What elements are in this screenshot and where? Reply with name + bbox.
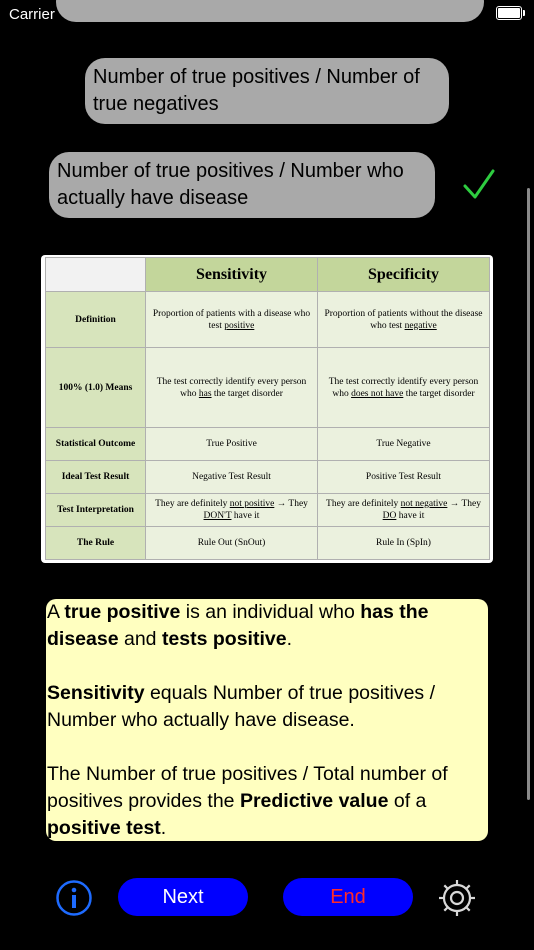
- column-header-sensitivity: Sensitivity: [146, 258, 318, 292]
- table-row: [46, 292, 490, 348]
- sensitivity-cell: True Positive: [146, 428, 318, 461]
- sensitivity-cell: They are definitely not positive → They DON'T have it: [146, 494, 318, 527]
- gear-icon[interactable]: [437, 878, 477, 918]
- explanation-paragraph: [47, 680, 482, 734]
- explanation-text: A: [47, 601, 65, 623]
- explanation-bold-text: has the disease: [47, 601, 429, 650]
- table-row: [46, 527, 490, 560]
- specificity-cell: True Negative: [318, 428, 490, 461]
- end-button[interactable]: End: [283, 878, 413, 916]
- table-row: [46, 494, 490, 527]
- answer-option-2[interactable]: [85, 58, 449, 124]
- answer-option-1[interactable]: [56, 0, 484, 22]
- row-header: Test Interpretation: [46, 494, 146, 527]
- explanation-text: of a: [388, 790, 427, 812]
- explanation-text: .: [286, 628, 292, 650]
- specificity-cell: Positive Test Result: [318, 461, 490, 494]
- sensitivity-specificity-table: [41, 255, 493, 563]
- table-row: [46, 348, 490, 428]
- explanation-panel: [46, 599, 488, 841]
- scrollbar[interactable]: [527, 188, 530, 800]
- explanation-text: equals Number of true positives / Number who actually have disease.: [47, 682, 436, 731]
- explanation-bold-text: Predictive value: [239, 790, 389, 812]
- explanation-paragraph: [47, 599, 482, 653]
- info-icon[interactable]: [55, 879, 93, 917]
- sensitivity-cell: Rule Out (SnOut): [146, 527, 318, 560]
- explanation-text: and: [118, 628, 162, 650]
- table-row: [46, 428, 490, 461]
- next-button[interactable]: Next: [118, 878, 248, 916]
- answer-option-text: Number of true positives / Number who actually have disease: [57, 160, 404, 209]
- explanation-bold-text: positive test: [47, 817, 161, 839]
- column-header-specificity: Specificity: [318, 258, 490, 292]
- explanation-bold-text: Sensitivity: [47, 682, 145, 704]
- correct-checkmark-icon: [462, 168, 496, 202]
- explanation-bold-text: true positive: [64, 601, 181, 623]
- answer-option-text: Number of true positives / Number of true negatives: [93, 66, 420, 115]
- explanation-bold-text: tests positive: [161, 628, 287, 650]
- specificity-cell: They are definitely not negative → They DO have it: [318, 494, 490, 527]
- row-header: Definition: [46, 292, 146, 348]
- sensitivity-cell: The test correctly identify every person who has the target disorder: [146, 348, 318, 428]
- sensitivity-cell: Proportion of patients with a disease who test positive: [146, 292, 318, 348]
- explanation-text: is an individual who: [180, 601, 361, 623]
- battery-icon: [496, 6, 522, 20]
- row-header: 100% (1.0) Means: [46, 348, 146, 428]
- specificity-cell: The test correctly identify every person who does not have the target disorder: [318, 348, 490, 428]
- table-corner-cell: [46, 258, 146, 292]
- table-row: [46, 461, 490, 494]
- answer-option-3[interactable]: [49, 152, 435, 218]
- sensitivity-cell: Negative Test Result: [146, 461, 318, 494]
- carrier-label: Carrier: [9, 6, 55, 23]
- specificity-cell: Rule In (SpIn): [318, 527, 490, 560]
- row-header: Ideal Test Result: [46, 461, 146, 494]
- explanation-text: .: [160, 817, 167, 839]
- explanation-paragraph: [47, 761, 482, 842]
- specificity-cell: Proportion of patients without the disease who test negative: [318, 292, 490, 348]
- row-header: The Rule: [46, 527, 146, 560]
- explanation-text: The Number of true positives / Total number of positives provides the: [47, 763, 448, 812]
- row-header: Statistical Outcome: [46, 428, 146, 461]
